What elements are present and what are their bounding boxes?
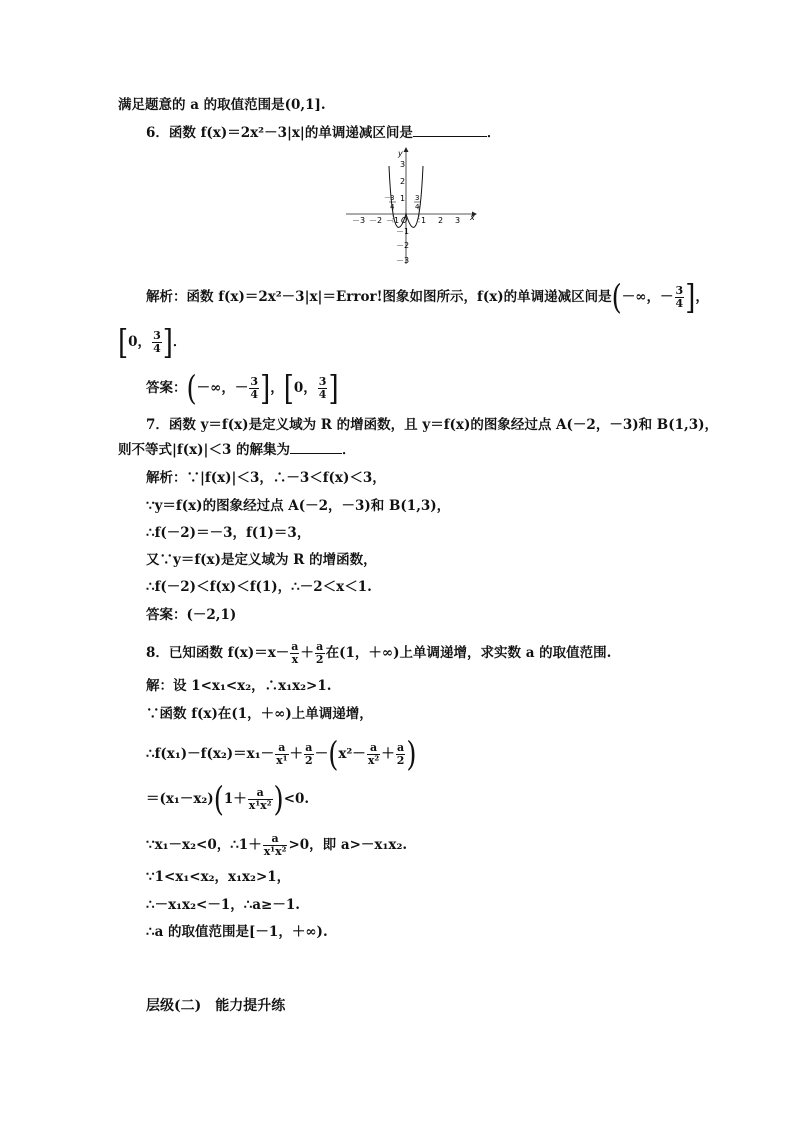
- frac-den: 2: [315, 653, 324, 666]
- expr-text: x²－: [338, 746, 366, 762]
- intro-text: 满足题意的 a 的取值范围是(0,1].: [118, 97, 326, 113]
- frac-den: 4: [250, 388, 259, 401]
- plus: ＋: [289, 746, 304, 762]
- frac-3-4: [318, 376, 328, 401]
- frac-3-4: [152, 330, 162, 355]
- x-axis-label: x: [470, 213, 475, 222]
- frac-den: 2: [396, 754, 405, 767]
- close-bracket: ]: [328, 369, 339, 408]
- q6-answer: [146, 369, 339, 408]
- frac-den: 2: [305, 754, 313, 767]
- open-paren: (: [213, 780, 224, 819]
- open-paren: (: [611, 278, 622, 317]
- interval1-left: －∞，－: [196, 380, 249, 396]
- q6-analysis: [146, 278, 709, 317]
- vertex-left-den: 4: [390, 203, 395, 211]
- frac-num: a: [367, 742, 380, 755]
- q6-analysis-text: 解析：函数 f(x)＝2x²－3|x|＝Error!图象如图所示，f(x)的单调递减区间是: [146, 289, 612, 305]
- open-paren: (: [328, 735, 339, 774]
- frac-a-x1x2: [248, 787, 273, 812]
- frac-den: x²: [367, 754, 380, 767]
- frac-den: 4: [675, 297, 684, 310]
- q7-stem-end: ．: [342, 442, 356, 458]
- frac-num: 3: [250, 375, 259, 388]
- q7-stem-line2: [118, 441, 356, 459]
- y-tick-labels: [396, 160, 409, 265]
- y-axis-arrow: [404, 147, 409, 152]
- q7-stem-line1: 7．函数 y＝f(x)是定义域为 R 的增函数，且 y＝f(x)的图象经过点 A(－2，－3)和 B(1,3)，: [146, 417, 718, 433]
- vertex-right-num: 3: [415, 194, 420, 202]
- comma: ，: [695, 289, 709, 305]
- frac-3-4: [675, 285, 685, 310]
- frac-3-4: [249, 376, 259, 401]
- frac-den: 4: [318, 388, 327, 401]
- frac-den: 4: [153, 342, 161, 355]
- q6-analysis-cont: [118, 323, 187, 362]
- close-bracket: ]: [260, 369, 271, 408]
- frac-num: a: [275, 742, 288, 755]
- frac-a-x2: [367, 742, 380, 767]
- frac-den: x¹: [276, 754, 288, 767]
- open-paren: (: [186, 369, 197, 408]
- frac-num: a: [305, 741, 313, 754]
- q8-solution-line: [146, 833, 407, 858]
- y-tick-label: －3: [396, 256, 410, 265]
- q8-solution-line: [146, 735, 417, 774]
- interval2-left: 0，: [128, 334, 152, 350]
- vertex-left-num: 3: [390, 194, 395, 202]
- q8-stem-tail: 在(1，＋∞)上单调递增，求实数 a 的取值范围.: [325, 645, 612, 661]
- plus: ＋: [381, 746, 395, 762]
- open-bracket: [: [118, 323, 129, 362]
- q6-stem-text: 6．函数 f(x)＝2x²－3|x|的单调递减区间是: [146, 125, 413, 141]
- frac-num: a: [263, 833, 288, 846]
- q6-graph: [344, 146, 480, 268]
- expr-text: ＝(x₁－x₂): [146, 791, 214, 807]
- expr-text: <0.: [283, 791, 310, 807]
- y-axis-label: y: [398, 149, 403, 158]
- comma: ，: [270, 380, 284, 396]
- open-bracket: [: [283, 369, 294, 408]
- frac-num: a: [248, 787, 273, 800]
- x-tick-label: －2: [369, 216, 383, 225]
- q7-solution-line: ∴f(－2)＝－3，f(1)＝3，: [146, 525, 311, 541]
- x-tick-label: 2: [438, 216, 444, 225]
- frac-num: a: [291, 640, 299, 653]
- minus: －: [314, 746, 329, 762]
- interval2-left: 0，: [293, 380, 317, 396]
- frac-num: a: [396, 741, 405, 754]
- frac-a-2: [304, 742, 314, 767]
- q7-solution-line: ∴f(－2)＜f(x)＜f(1)，∴－2＜x＜1.: [146, 579, 372, 595]
- y-tick-label: －2: [396, 241, 410, 250]
- close-bracket: ]: [685, 278, 696, 317]
- expr-text: >0，即 a>－x₁x₂.: [288, 837, 408, 853]
- q8-solution-line: ∵函数 f(x)在(1，＋∞)上单调递增，: [146, 706, 373, 722]
- frac-den: x¹x²: [248, 799, 272, 812]
- close-paren: ): [406, 735, 417, 774]
- y-tick-label: 1: [400, 194, 406, 203]
- q7-solution-line: 解析：∵|f(x)|＜3，∴－3＜f(x)＜3，: [146, 470, 386, 486]
- q8-solution-line: [146, 780, 310, 819]
- q8-solution-line: ∴－x₁x₂<－1，∴a≥－1.: [146, 897, 300, 913]
- x-tick-label: 1: [421, 216, 427, 225]
- interval1-left: －∞，－: [621, 289, 674, 305]
- q8-solution-line: ∵1<x₁<x₂，x₁x₂>1，: [146, 869, 291, 885]
- q8-stem-text: 8．已知函数 f(x)＝x－: [146, 645, 290, 661]
- q7-blank: [290, 441, 342, 454]
- expr-text: ∵x₁－x₂<0，∴1＋: [146, 837, 262, 853]
- x-tick-label: －1: [386, 216, 400, 225]
- answer-label: 答案：: [146, 380, 187, 396]
- y-tick-label: －1: [396, 227, 410, 236]
- frac-den: x: [291, 653, 299, 666]
- origin-label: O: [401, 216, 408, 225]
- q7-answer: 答案：(－2,1): [146, 607, 237, 623]
- expr-text: 1＋: [223, 791, 247, 807]
- plus: ＋: [300, 645, 314, 661]
- x-tick-labels: [352, 216, 460, 225]
- vertex-right-den: 4: [415, 203, 420, 211]
- frac-a-2: [396, 742, 406, 767]
- frac-den: x¹x²: [263, 845, 287, 858]
- q7-solution-line: 又∵y＝f(x)是定义域为 R 的增函数，: [146, 552, 377, 568]
- frac-a-x1: [275, 742, 288, 767]
- q6-stem: [146, 124, 500, 142]
- q6-stem-end: ．: [486, 125, 501, 141]
- frac-num: a: [316, 640, 324, 653]
- frac-num: 3: [153, 329, 161, 342]
- q8-solution-line: ∴a 的取值范围是[－1，＋∞).: [146, 924, 328, 940]
- vertex-neg-sign: －: [384, 194, 391, 202]
- q8-solution-line: 解：设 1<x₁<x₂，∴x₁x₂>1.: [146, 678, 332, 694]
- frac-a-x: [290, 641, 299, 666]
- expr-text: ∴f(x₁)－f(x₂)＝x₁－: [146, 746, 275, 762]
- frac-a-2: [315, 641, 325, 666]
- frac-num: 3: [318, 375, 327, 388]
- q7-solution-line: ∵y＝f(x)的图象经过点 A(－2，－3)和 B(1,3)，: [146, 498, 451, 514]
- q7-stem-text: 则不等式|f(x)|＜3 的解集为: [118, 442, 291, 458]
- frac-a-x1x2: [263, 833, 288, 858]
- section-title: 层级(二) 能力提升练: [146, 998, 286, 1014]
- y-tick-label: 3: [400, 160, 406, 169]
- x-tick-label: 3: [455, 216, 461, 225]
- close-bracket: ]: [162, 323, 173, 362]
- q6-blank: [413, 124, 487, 137]
- y-tick-label: 2: [400, 177, 406, 186]
- period: ．: [172, 334, 187, 350]
- q8-stem: [146, 641, 611, 666]
- x-tick-label: －3: [352, 216, 366, 225]
- frac-num: 3: [675, 284, 684, 297]
- close-paren: ): [273, 780, 284, 819]
